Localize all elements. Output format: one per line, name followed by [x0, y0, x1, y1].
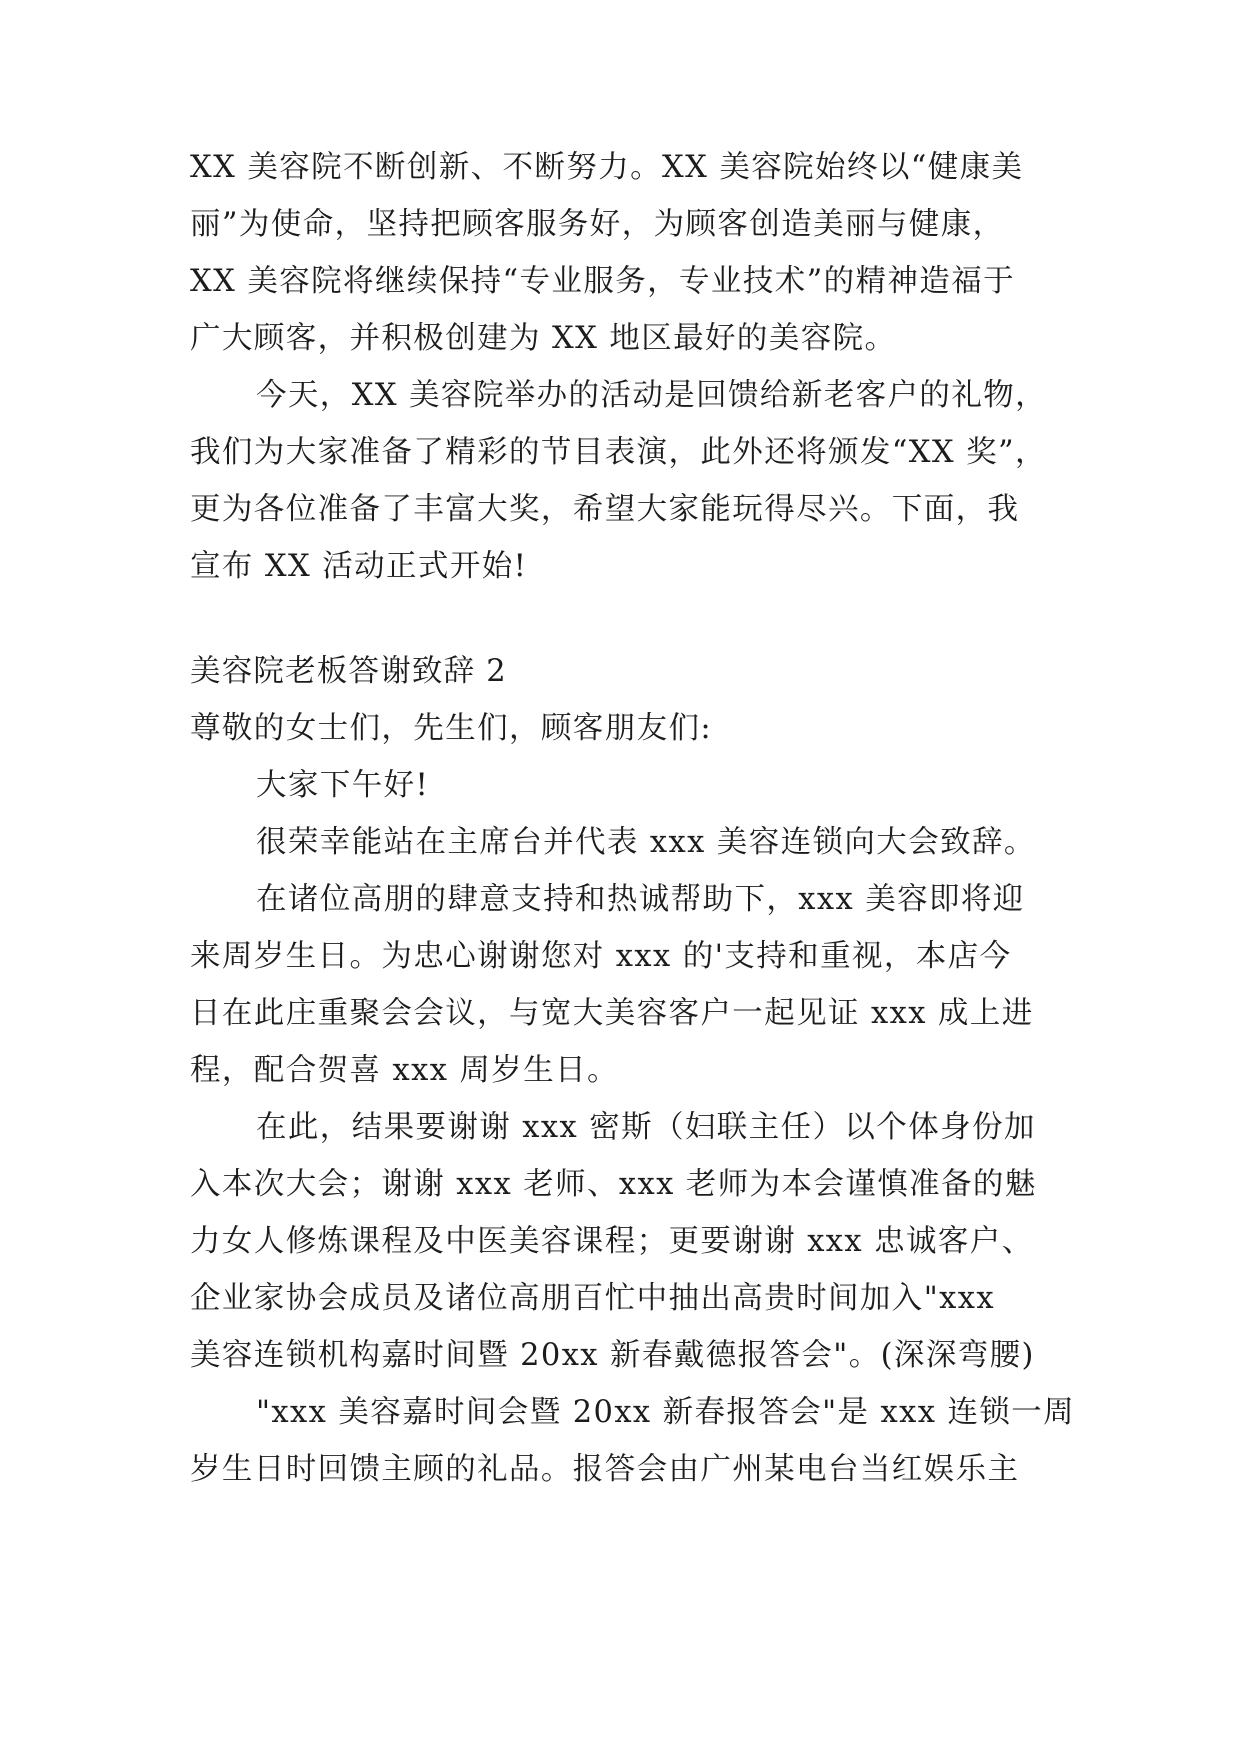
paragraph-line: "xxx 美容嘉时间会暨 20xx 新春报答会"是 xxx 连锁一周	[256, 1395, 1076, 1430]
paragraph-line: 更为各位准备了丰富大奖，希望大家能玩得尽兴。下面，我	[190, 492, 1020, 527]
paragraph-line: 在此，结果要谢谢 xxx 密斯（妇联主任）以个体身份加	[256, 1110, 1036, 1145]
paragraph-line: 程，配合贺喜 xxx 周岁生日。	[190, 1053, 619, 1088]
paragraph-line: 来周岁生日。为忠心谢谢您对 xxx 的'支持和重视，本店今	[190, 939, 1012, 974]
paragraph-line: 入本次大会；谢谢 xxx 老师、xxx 老师为本会谨慎准备的魅	[190, 1167, 1037, 1202]
paragraph-line: 我们为大家准备了精彩的节目表演，此外还将颁发“XX 奖”，	[190, 435, 1047, 470]
paragraph-line: 大家下午好!	[256, 768, 430, 803]
paragraph-line: 企业家协会成员及诸位高朋百忙中抽出高贵时间加入"xxx	[190, 1281, 995, 1316]
paragraph-line: 很荣幸能站在主席台并代表 xxx 美容连锁向大会致辞。	[256, 825, 1036, 860]
paragraph-line: 今天，XX 美容院举办的活动是回馈给新老客户的礼物，	[256, 378, 1048, 413]
salutation-line: 尊敬的女士们，先生们，顾客朋友们:	[190, 711, 713, 746]
paragraph-line: 宣布 XX 活动正式开始!	[190, 549, 528, 584]
paragraph-line: 丽”为使命，坚持把顾客服务好，为顾客创造美丽与健康，	[190, 207, 1005, 242]
paragraph-line: 广大顾客，并积极创建为 XX 地区最好的美容院。	[190, 321, 897, 356]
paragraph-line: 力女人修炼课程及中医美容课程；更要谢谢 xxx 忠诚客户、	[190, 1224, 1034, 1259]
paragraph-line: XX 美容院将继续保持“专业服务，专业技术”的精神造福于	[190, 264, 1016, 299]
section-title: 美容院老板答谢致辞 2	[190, 654, 507, 689]
paragraph-line: XX 美容院不断创新、不断努力。XX 美容院始终以“健康美	[190, 150, 1024, 185]
paragraph-line: 美容连锁机构嘉时间暨 20xx 新春戴德报答会"。(深深弯腰)	[190, 1338, 1035, 1373]
paragraph-line: 在诸位高朋的肆意支持和热诚帮助下，xxx 美容即将迎	[256, 882, 1025, 917]
paragraph-line: 日在此庄重聚会会议，与宽大美容客户一起见证 xxx 成上进	[190, 996, 1034, 1031]
paragraph-line: 岁生日时回馈主顾的礼品。报答会由广州某电台当红娱乐主	[190, 1452, 1020, 1487]
